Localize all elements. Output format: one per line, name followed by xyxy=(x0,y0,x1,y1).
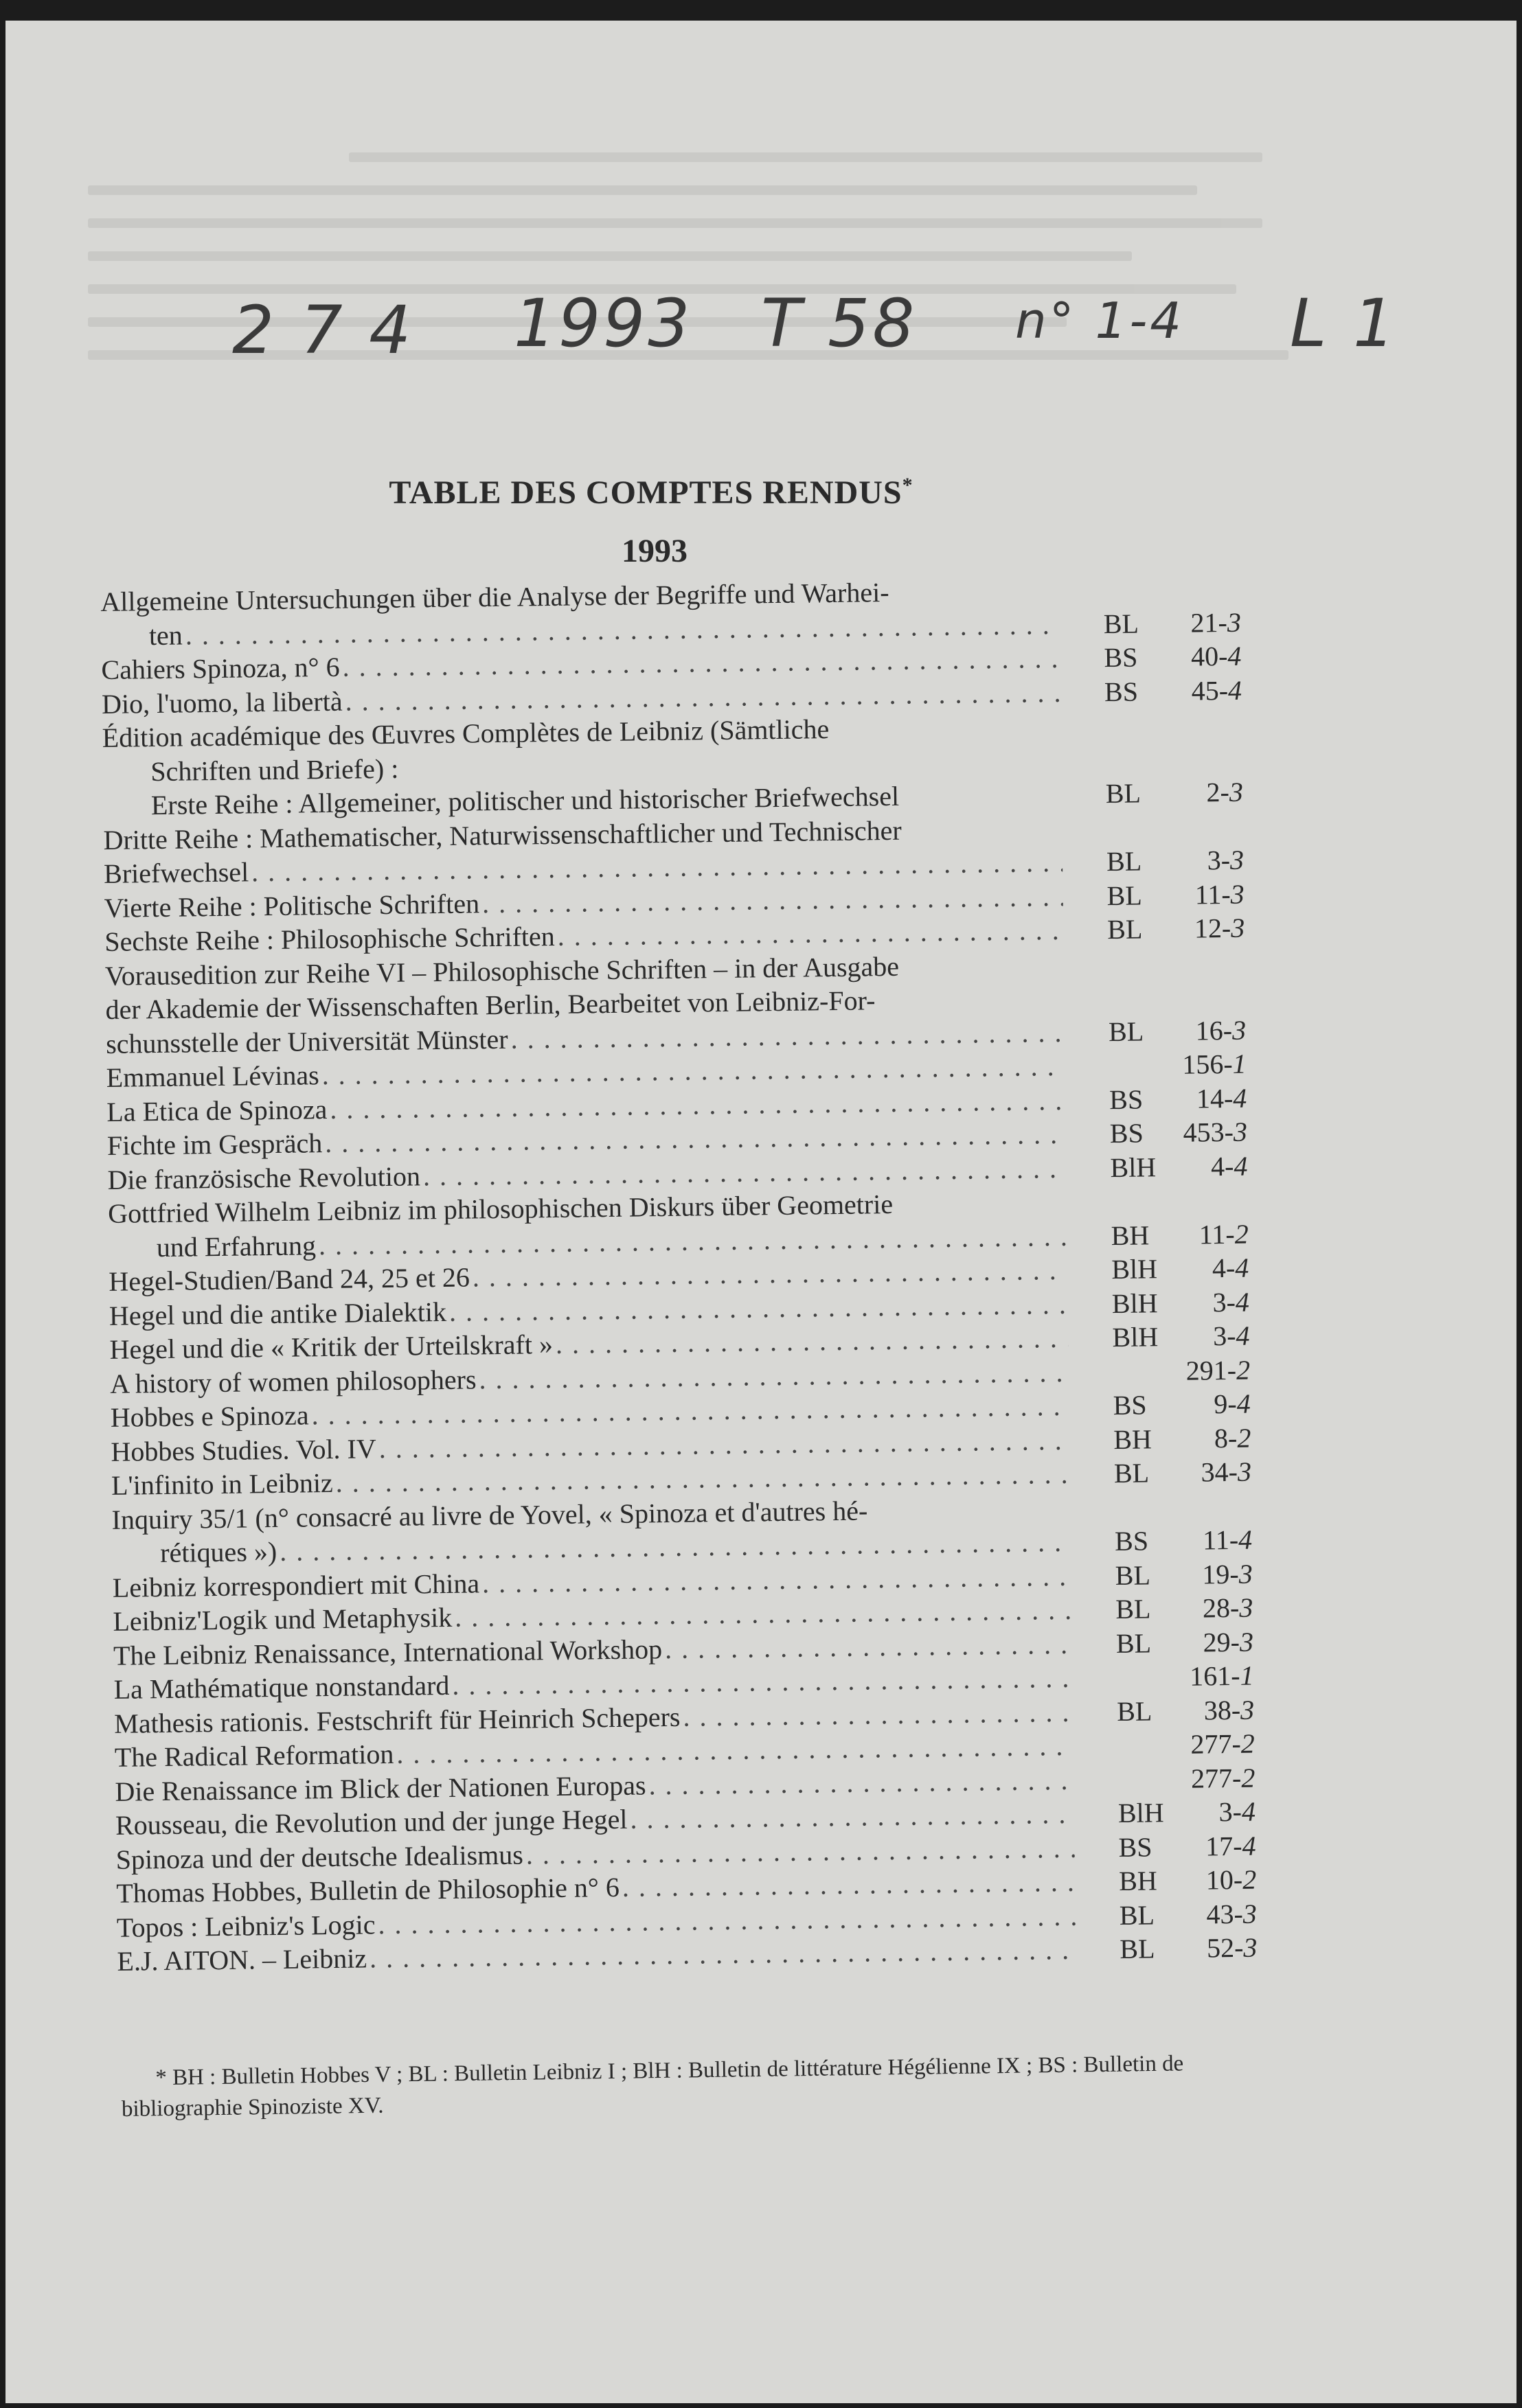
page-number xyxy=(1178,1625,1254,1660)
bulletin-code: BL xyxy=(1119,1899,1155,1931)
issue-part: 2 xyxy=(1234,1218,1249,1250)
page-number xyxy=(1168,775,1244,810)
entry-title: und Erfahrung xyxy=(156,1229,317,1263)
page-number xyxy=(1168,877,1245,912)
issue-part: 2 xyxy=(1241,1762,1256,1793)
issue-part: 2 xyxy=(1240,1728,1256,1759)
entry-reference xyxy=(1080,1557,1253,1593)
toc-entry xyxy=(102,707,1243,823)
page-number xyxy=(1180,1828,1256,1864)
page-number-value: 29- xyxy=(1203,1626,1240,1658)
bulletin-code: BS xyxy=(1118,1831,1152,1863)
entry-title: The Leibniz Renaissance, International Workshop xyxy=(113,1633,663,1671)
bulletin-code: BS xyxy=(1113,1389,1147,1421)
page-number xyxy=(1174,1353,1251,1388)
entry-reference xyxy=(1085,1931,1258,1967)
entry-reference xyxy=(1072,877,1245,913)
issue-part: 2 xyxy=(1236,1354,1251,1386)
entry-title: Hegel-Studien/Band 24, 25 et 26 xyxy=(109,1261,470,1297)
issue-part: 3 xyxy=(1229,844,1245,875)
entry-reference xyxy=(1078,1285,1250,1321)
page-number-value: 43- xyxy=(1206,1898,1244,1929)
issue-part: 3 xyxy=(1237,1456,1252,1487)
bulletin-code: BlH xyxy=(1111,1253,1158,1285)
page-number xyxy=(1181,1863,1257,1898)
dot-leader xyxy=(630,1797,1074,1836)
entry-title: Hegel und die antike Dialektik xyxy=(109,1296,447,1331)
page-number-value: 291- xyxy=(1185,1354,1237,1386)
entry-title: Sechste Reihe : Philosophische Schriften xyxy=(104,920,556,957)
page-number xyxy=(1171,1081,1247,1116)
toc-entry xyxy=(105,945,1247,1061)
entry-reference xyxy=(1071,775,1244,812)
page-number xyxy=(1177,1591,1253,1626)
entry-reference xyxy=(1072,843,1245,880)
entry-reference xyxy=(1074,1013,1247,1049)
page-number xyxy=(1177,1557,1253,1592)
entry-title: L'infinito in Leibniz xyxy=(111,1467,333,1501)
issue-part: 4 xyxy=(1236,1388,1251,1419)
entry-title: rétiques ») xyxy=(159,1535,277,1569)
entry-title: Dio, l'uomo, la libertà xyxy=(101,685,343,720)
issue-part: 2 xyxy=(1237,1422,1251,1454)
handwritten-annotation xyxy=(5,285,1517,381)
entry-reference xyxy=(1069,605,1241,641)
table-of-reviews xyxy=(100,571,1258,1979)
page-number-value: 156- xyxy=(1182,1048,1233,1080)
handwriting-part: L 1 xyxy=(1290,285,1398,362)
page-number-value: 38- xyxy=(1203,1694,1241,1725)
entry-reference xyxy=(1082,1659,1254,1695)
entry-reference xyxy=(1084,1828,1256,1865)
page-number xyxy=(1180,1795,1256,1830)
entry-reference xyxy=(1082,1625,1254,1661)
entry-reference xyxy=(1078,1319,1250,1355)
entry-reference xyxy=(1080,1455,1252,1491)
entry-title-line: Vorausedition zur Reihe VI – Philosophische Schriften – in der Ausgabe xyxy=(104,950,900,991)
page-number xyxy=(1177,1523,1253,1558)
bulletin-code: BlH xyxy=(1110,1151,1157,1183)
page-number-value: 3- xyxy=(1218,1796,1242,1828)
year-heading: 1993 xyxy=(622,533,688,569)
page-number-value: 277- xyxy=(1190,1762,1242,1794)
entry-title: schunsstelle der Universität Münster xyxy=(105,1023,508,1059)
bulletin-code: BL xyxy=(1113,1457,1150,1489)
page-number-value: 12- xyxy=(1194,912,1231,944)
issue-part: 4 xyxy=(1234,1150,1248,1182)
bulletin-code: BH xyxy=(1113,1423,1152,1455)
bulletin-code: BS xyxy=(1104,641,1138,674)
bulletin-code xyxy=(1109,1074,1171,1075)
page-number-value: 19- xyxy=(1202,1558,1239,1590)
bulletin-code: BL xyxy=(1106,880,1143,911)
bulletin-code: BL xyxy=(1106,913,1143,945)
entry-reference xyxy=(1077,1251,1249,1287)
entry-title-line: der Akademie der Wissenschaften Berlin, Bearbeitet von Leibniz-For- xyxy=(105,985,876,1025)
issue-part: 3 xyxy=(1231,1014,1247,1046)
bulletin-code: BS xyxy=(1109,1117,1144,1149)
entry-title-line: Schriften und Briefe) : xyxy=(150,753,399,787)
page-number xyxy=(1173,1251,1249,1286)
dot-leader xyxy=(556,1321,1069,1362)
entry-reference xyxy=(1074,1047,1247,1083)
page-number-value: 2- xyxy=(1206,776,1230,808)
page-number-value: 28- xyxy=(1202,1592,1240,1624)
page-number xyxy=(1181,1896,1257,1931)
issue-part: 4 xyxy=(1235,1286,1250,1318)
page-number-value: 34- xyxy=(1201,1456,1238,1488)
issue-part: 3 xyxy=(1229,776,1244,807)
bulletin-code: BH xyxy=(1118,1865,1158,1897)
entry-title: Topos : Leibniz's Logic xyxy=(116,1908,376,1943)
bulletin-code xyxy=(1113,1379,1174,1380)
bulletin-code: BS xyxy=(1109,1083,1144,1115)
issue-part: 3 xyxy=(1243,1931,1258,1963)
issue-part: 3 xyxy=(1227,606,1242,638)
page-number xyxy=(1174,1285,1250,1320)
entry-title: Hobbes e Spinoza xyxy=(110,1399,309,1433)
entry-title: Hegel und die « Kritik der Urteilskraft » xyxy=(109,1329,554,1365)
entry-reference xyxy=(1080,1523,1253,1559)
bulletin-code: BL xyxy=(1108,1015,1144,1047)
issue-part: 4 xyxy=(1238,1524,1253,1555)
page-number xyxy=(1166,673,1242,708)
entry-title-line: Édition académique des Œuvres Complètes de Leibniz (Sämtliche xyxy=(102,713,830,753)
bulletin-code: BL xyxy=(1106,845,1142,878)
page-number xyxy=(1172,1217,1249,1252)
bulletin-code: BL xyxy=(1115,1593,1151,1625)
entry-title: Fichte im Gespräch xyxy=(106,1127,323,1161)
entry-reference xyxy=(1082,1727,1255,1763)
issue-part: 3 xyxy=(1230,878,1245,910)
handwriting-part: 2 7 4 xyxy=(232,292,414,369)
entry-reference xyxy=(1084,1896,1257,1933)
entry-reference xyxy=(1069,639,1242,676)
page-number-value: 21- xyxy=(1190,606,1228,639)
entry-title: Thomas Hobbes, Bulletin de Philosophie n° 6 xyxy=(116,1871,620,1909)
dot-leader xyxy=(683,1695,1073,1733)
page-number xyxy=(1166,639,1242,674)
entry-reference xyxy=(1079,1421,1251,1457)
entry-title: Cahiers Spinoza, n° 6 xyxy=(101,651,340,685)
page-number xyxy=(1176,1455,1252,1490)
entry-title-line: Dritte Reihe : Mathematischer, Naturwissenschaftlicher und Technischer xyxy=(103,814,902,856)
entry-reference xyxy=(1075,1081,1247,1117)
page-number-value: 3- xyxy=(1212,1286,1236,1318)
entry-reference xyxy=(1076,1115,1248,1151)
page-number-value: 11- xyxy=(1202,1524,1239,1556)
page-number-value: 11- xyxy=(1199,1218,1235,1250)
issue-part: 4 xyxy=(1232,1082,1247,1114)
issue-part: 1 xyxy=(1240,1660,1254,1691)
bulletin-code: BL xyxy=(1120,1933,1155,1965)
entry-title: Leibniz korrespondiert mit China xyxy=(112,1567,480,1603)
issue-part: 3 xyxy=(1238,1558,1253,1590)
bulletin-code: BlH xyxy=(1112,1321,1159,1353)
entry-reference xyxy=(1081,1591,1253,1627)
bulletin-code: BS xyxy=(1114,1525,1149,1557)
dot-leader xyxy=(557,913,1063,953)
page-number xyxy=(1175,1421,1251,1456)
page-number-value: 16- xyxy=(1195,1014,1233,1046)
page-number xyxy=(1172,1149,1248,1184)
issue-part: 4 xyxy=(1227,674,1242,706)
entry-title: Rousseau, die Revolution und der junge Hegel xyxy=(115,1803,628,1841)
entry-reference xyxy=(1073,911,1245,948)
bulletin-code: BL xyxy=(1115,1559,1151,1591)
dot-leader xyxy=(622,1865,1076,1905)
entry-title: The Radical Reformation xyxy=(114,1738,394,1773)
entry-title: Hobbes Studies. Vol. IV xyxy=(111,1432,376,1467)
page-number xyxy=(1169,911,1245,946)
entry-title-line: Inquiry 35/1 (n° consacré au livre de Yovel, « Spinoza et d'autres hé- xyxy=(111,1494,868,1535)
entry-title: Emmanuel Lévinas xyxy=(106,1059,319,1093)
issue-part: 4 xyxy=(1236,1320,1250,1351)
entry-reference xyxy=(1083,1761,1256,1797)
dot-leader xyxy=(665,1627,1072,1666)
page-number-value: 453- xyxy=(1183,1116,1234,1148)
footnote-marker: * xyxy=(902,474,913,496)
entry-title: Briefwechsel xyxy=(103,856,249,889)
entry-reference xyxy=(1070,673,1242,709)
issue-part: 3 xyxy=(1239,1592,1253,1623)
page-number xyxy=(1168,843,1245,878)
issue-part: 2 xyxy=(1242,1864,1257,1895)
entry-reference xyxy=(1084,1795,1256,1831)
entry-reference xyxy=(1078,1353,1251,1389)
entry-title: La Mathématique nonstandard xyxy=(113,1669,450,1705)
entry-reference xyxy=(1082,1693,1255,1729)
issue-part: 4 xyxy=(1227,640,1242,672)
handwriting-part: T 58 xyxy=(761,285,918,362)
entry-title: A history of women philosophers xyxy=(109,1363,477,1399)
page-number-value: 10- xyxy=(1205,1864,1243,1896)
entry-reference xyxy=(1084,1863,1257,1899)
issue-part: 4 xyxy=(1242,1830,1256,1861)
entry-title: Vierte Reihe : Politische Schriften xyxy=(104,887,480,924)
bulletin-code: BlH xyxy=(1111,1287,1158,1319)
page-number xyxy=(1181,1931,1258,1966)
page-number xyxy=(1179,1761,1256,1796)
page-number-value: 277- xyxy=(1190,1728,1242,1760)
page-number xyxy=(1172,1115,1248,1150)
handwriting-part: 1993 xyxy=(514,285,693,362)
page-number-value: 161- xyxy=(1189,1660,1240,1692)
entry-title: Spinoza und der deutsche Idealismus xyxy=(115,1839,524,1875)
page-number xyxy=(1179,1693,1255,1728)
bulletin-code: BL xyxy=(1115,1627,1152,1659)
bulletin-code: BL xyxy=(1103,608,1139,639)
page-number-value: 8- xyxy=(1214,1422,1238,1454)
page-number xyxy=(1178,1659,1254,1694)
bulletin-code: BL xyxy=(1116,1695,1152,1727)
page-number-value: 52- xyxy=(1206,1931,1244,1964)
issue-part: 3 xyxy=(1233,1116,1248,1147)
entry-title: La Etica de Spinoza xyxy=(106,1093,328,1127)
entry-title: Die Renaissance im Blick der Nationen Europas xyxy=(115,1769,646,1807)
entry-title: Leibniz'Logik und Metaphysik xyxy=(113,1601,453,1637)
page-number xyxy=(1174,1319,1250,1354)
page-number-value: 4- xyxy=(1212,1252,1236,1284)
entry-title: Mathesis rationis. Festschrift für Heinrich Schepers xyxy=(113,1701,681,1739)
page-number-value: 3- xyxy=(1207,844,1231,876)
issue-part: 3 xyxy=(1230,912,1245,943)
issue-part: 3 xyxy=(1239,1626,1254,1658)
entry-title: Erste Reihe : Allgemeiner, politischer und historischer Briefwechsel xyxy=(150,780,900,821)
entry-reference xyxy=(1076,1217,1249,1253)
issue-part: 3 xyxy=(1242,1898,1258,1929)
page-number xyxy=(1179,1727,1255,1762)
issue-part: 3 xyxy=(1240,1694,1255,1725)
issue-part: 1 xyxy=(1232,1048,1247,1079)
page-title: TABLE DES COMPTES RENDUS* xyxy=(389,474,913,511)
entry-title: Die französische Revolution xyxy=(107,1160,421,1195)
page-number-value: 11- xyxy=(1194,878,1231,910)
entry-reference xyxy=(1076,1149,1248,1185)
page-number xyxy=(1174,1387,1251,1422)
footnote: * BH : Bulletin Hobbes V ; BL : Bulletin Leibniz I ; BlH : Bulletin de littérature Hégélienne IX ; BS : Bulletin de bibliographie Spinoziste XV. xyxy=(121,2051,1184,2122)
bulletin-code: BlH xyxy=(1117,1797,1164,1829)
page-number xyxy=(1170,1047,1247,1082)
page-number-value: 17- xyxy=(1205,1830,1242,1861)
entry-title: E.J. AITON. – Leibniz xyxy=(117,1942,367,1977)
page-number xyxy=(1170,1013,1247,1048)
bulletin-code: BH xyxy=(1111,1219,1150,1251)
dot-leader xyxy=(648,1763,1074,1802)
entry-title-line: Gottfried Wilhelm Leibniz im philosophischen Diskurs über Geometrie xyxy=(107,1188,894,1229)
issue-part: 4 xyxy=(1241,1796,1256,1827)
page-number-value: 45- xyxy=(1191,674,1229,707)
handwriting-part: n° 1-4 xyxy=(1015,292,1185,349)
page-number-value: 9- xyxy=(1214,1388,1237,1420)
entry-title: ten xyxy=(148,619,183,651)
page-number-value: 40- xyxy=(1190,640,1228,672)
page-number xyxy=(1165,605,1241,640)
page-number-value: 14- xyxy=(1196,1082,1234,1114)
bulletin-code: BS xyxy=(1104,676,1139,707)
issue-part: 4 xyxy=(1234,1252,1249,1283)
page-number-value: 3- xyxy=(1212,1320,1236,1352)
bulletin-code xyxy=(1118,1787,1180,1788)
entry-reference xyxy=(1078,1387,1251,1423)
book-page xyxy=(5,21,1517,2403)
bulletin-code: BL xyxy=(1105,777,1142,810)
page-number-value: 4- xyxy=(1210,1150,1234,1182)
entry-title-line: Allgemeine Untersuchungen über die Analyse der Begriffe und Warhei- xyxy=(100,576,889,617)
